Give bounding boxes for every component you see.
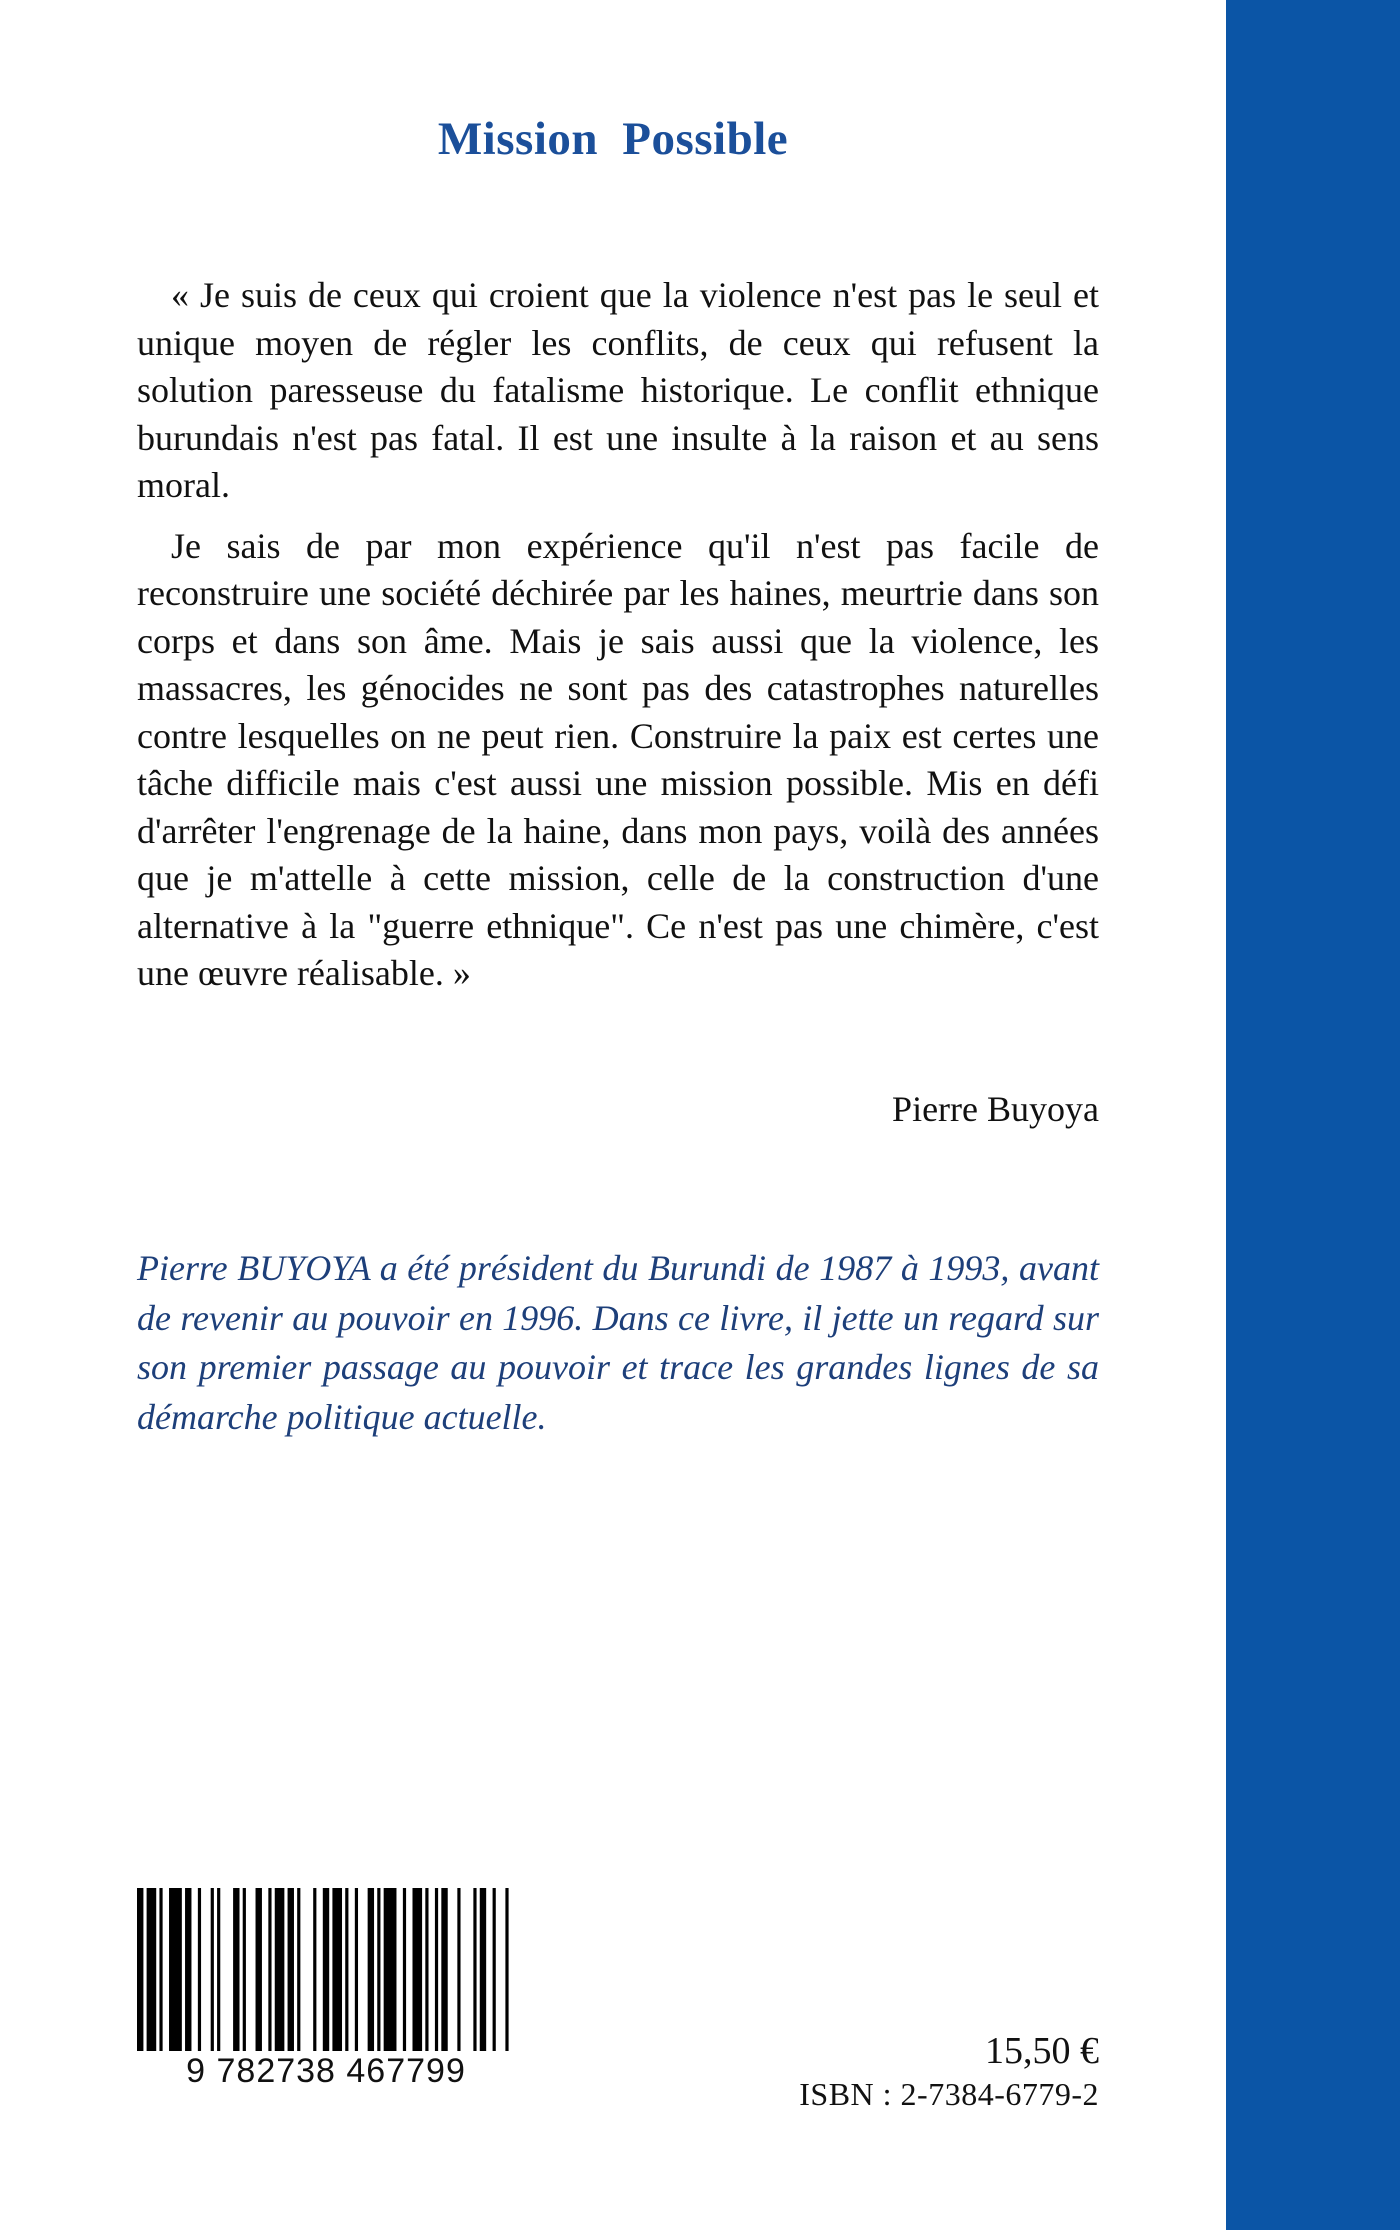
- barcode-bar: [505, 1888, 508, 2053]
- quote-paragraph-1: « Je suis de ceux qui croient que la violence n'est pas le seul et unique moyen de régler les conflits, de ceux qui refusent la solution paresseuse du fatalisme historique. Le conflit ethnique burundais n'est pas fatal. Il est une insulte à la raison et au sens moral.: [137, 275, 1099, 505]
- barcode-bar: [425, 1888, 428, 2053]
- barcode-bar: [268, 1888, 271, 2053]
- barcode-bar: [211, 1888, 214, 2053]
- barcode-bar: [217, 1888, 220, 2053]
- barcode-bar: [137, 1888, 143, 2053]
- price-label: 15,50 €: [985, 2030, 1099, 2072]
- back-cover-quote: [137, 272, 1099, 998]
- barcode-bar: [384, 1888, 397, 2053]
- barcode-bar: [473, 1888, 476, 2053]
- barcode-bar: [377, 1888, 380, 2053]
- barcode-bar: [493, 1888, 496, 2053]
- author-bio: Pierre BUYOYA a été président du Burundi de 1987 à 1993, avant de revenir au pouvoir en 1996. Dans ce livre, il jette un regard sur son premier passage au pouvoir et trace les grandes lignes de sa démarche politique actuelle.: [137, 1248, 1099, 1437]
- barcode-bar: [441, 1888, 447, 2053]
- barcode-bar: [323, 1888, 329, 2053]
- barcode-bar: [355, 1888, 358, 2053]
- blue-spine-band: [1226, 0, 1400, 2230]
- barcode-bar: [159, 1888, 162, 2053]
- barcode-bar: [256, 1888, 262, 2053]
- barcode-bar: [435, 1888, 438, 2053]
- barcode-bar: [412, 1888, 422, 2053]
- barcode-bar: [198, 1888, 201, 2053]
- barcode-bar: [243, 1888, 246, 2053]
- barcode-bar: [275, 1888, 285, 2053]
- barcode-digits: 9 782738 467799: [137, 2051, 515, 2091]
- barcode-bar: [480, 1888, 486, 2053]
- barcode-bar: [297, 1888, 300, 2053]
- barcode-bar: [169, 1888, 182, 2053]
- barcode-icon: [137, 1888, 515, 2098]
- barcode-bar: [368, 1888, 374, 2053]
- barcode-bar: [403, 1888, 406, 2053]
- quote-author: Pierre Buyoya: [892, 1089, 1099, 1129]
- barcode-bar: [233, 1888, 239, 2053]
- barcode-bar: [457, 1888, 460, 2053]
- barcode-bar: [185, 1888, 191, 2053]
- barcode-bar: [147, 1888, 157, 2053]
- barcode-bars: [137, 1888, 515, 2053]
- book-title: Mission Possible: [437, 113, 789, 165]
- barcode-bar: [345, 1888, 348, 2053]
- barcode-bar: [332, 1888, 342, 2053]
- barcode-bar: [313, 1888, 316, 2053]
- barcode-bar: [288, 1888, 294, 2053]
- quote-paragraph-2: Je sais de par mon expérience qu'il n'est pas facile de reconstruire une société déchirée par les haines, meurtrie dans son corps et dans son âme. Mais je sais aussi que la violence, les massacres, les génocides ne sont pas des catastrophes naturelles contre lesquelles on ne peut rien. Construire la paix est certes une tâche difficile mais c'est aussi une mission possible. Mis en défi d'arrêter l'engrenage de la haine, dans mon pays, voilà des années que je m'attelle à cette mission, celle de la construction d'une alternative à la "guerre ethnique". Ce n'est pas une chimère, c'est une œuvre réalisable. »: [137, 525, 1099, 993]
- isbn-label: ISBN : 2-7384-6779-2: [799, 2076, 1099, 2112]
